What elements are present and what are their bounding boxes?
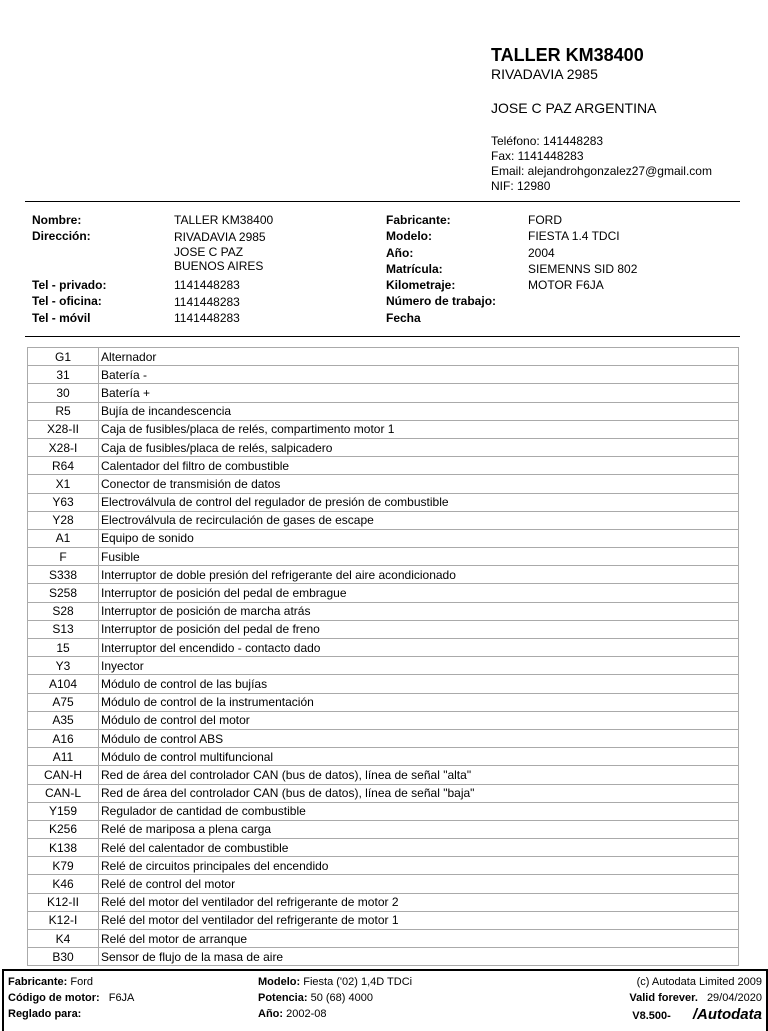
- year-label: Año:: [386, 245, 414, 260]
- components-table-body: [28, 348, 739, 966]
- component-description: Red de área del controlador CAN (bus de datos), línea de señal "alta": [99, 766, 739, 784]
- footer: [2, 969, 768, 1031]
- component-code: Y28: [28, 511, 99, 529]
- table-row: [28, 930, 739, 948]
- table-row: [28, 620, 739, 638]
- component-description: Caja de fusibles/placa de relés, compartimento motor 1: [99, 420, 739, 438]
- component-description: Inyector: [99, 657, 739, 675]
- component-code: 31: [28, 366, 99, 384]
- footer-copyright: (c) Autodata Limited 2009: [636, 976, 762, 988]
- table-row: [28, 675, 739, 693]
- component-code: A16: [28, 729, 99, 747]
- table-row: [28, 784, 739, 802]
- component-description: Relé de circuitos principales del encendido: [99, 857, 739, 875]
- table-row: [28, 438, 739, 456]
- table-row: [28, 657, 739, 675]
- component-code: K4: [28, 930, 99, 948]
- footer-valid: Valid forever.: [629, 992, 698, 1004]
- component-description: Regulador de cantidad de combustible: [99, 802, 739, 820]
- component-description: Módulo de control de la instrumentación: [99, 693, 739, 711]
- component-code: G1: [28, 348, 99, 366]
- component-code: R64: [28, 457, 99, 475]
- component-code: K46: [28, 875, 99, 893]
- table-row: [28, 584, 739, 602]
- component-description: Relé del motor del ventilador del refrigerante de motor 1: [99, 911, 739, 929]
- component-description: Relé de control del motor: [99, 875, 739, 893]
- component-description: Red de área del controlador CAN (bus de datos), línea de señal "baja": [99, 784, 739, 802]
- component-description: Módulo de control del motor: [99, 711, 739, 729]
- component-description: Alternador: [99, 348, 739, 366]
- component-code: X28-II: [28, 420, 99, 438]
- component-description: Calentador del filtro de combustible: [99, 457, 739, 475]
- component-code: K12-I: [28, 911, 99, 929]
- table-row: [28, 802, 739, 820]
- component-description: Equipo de sonido: [99, 529, 739, 547]
- footer-model: Fiesta ('02) 1,4D TDCi: [303, 976, 413, 988]
- workshop-fax: Fax: 1141448283: [491, 149, 584, 163]
- vehicle-year: 2004: [528, 245, 555, 260]
- table-row: [28, 748, 739, 766]
- component-code: A1: [28, 529, 99, 547]
- table-row: [28, 420, 739, 438]
- footer-engine: F6JA: [108, 992, 135, 1004]
- workshop-email: Email: alejandrohgonzalez27@gmail.com: [491, 164, 712, 178]
- workshop-city: JOSE C PAZ ARGENTINA: [491, 100, 657, 116]
- component-description: Batería +: [99, 384, 739, 402]
- component-description: Interruptor del encendido - contacto dado: [99, 639, 739, 657]
- component-description: Conector de transmisión de datos: [99, 475, 739, 493]
- table-row: [28, 548, 739, 566]
- client-name: TALLER KM38400: [174, 213, 274, 227]
- component-code: S258: [28, 584, 99, 602]
- table-row: [28, 457, 739, 475]
- component-code: S28: [28, 602, 99, 620]
- footer-adjust-label: Reglado para:: [8, 1008, 82, 1020]
- km-label: Kilometraje:: [386, 278, 456, 293]
- table-row: [28, 348, 739, 366]
- table-row: [28, 693, 739, 711]
- table-row: [28, 493, 739, 511]
- component-code: F: [28, 548, 99, 566]
- table-row: [28, 857, 739, 875]
- vehicle-km: MOTOR F6JA: [528, 278, 604, 293]
- component-description: Interruptor de posición del pedal de embrague: [99, 584, 739, 602]
- component-code: Y63: [28, 493, 99, 511]
- job-label: Número de trabajo:: [386, 294, 497, 309]
- component-description: Módulo de control de las bujías: [99, 675, 739, 693]
- component-code: S338: [28, 566, 99, 584]
- footer-year: 2002-08: [286, 1008, 327, 1020]
- table-row: [28, 875, 739, 893]
- autodata-logo: /Autodata: [692, 1006, 762, 1023]
- component-description: Bujía de incandescencia: [99, 402, 739, 420]
- address-label: Dirección:: [32, 229, 91, 244]
- component-code: A11: [28, 748, 99, 766]
- info-divider: [25, 336, 740, 337]
- client-address-3: BUENOS AIRES: [174, 259, 264, 274]
- model-label: Modelo:: [386, 229, 432, 244]
- component-description: Fusible: [99, 548, 739, 566]
- footer-maker: Ford: [70, 976, 93, 988]
- table-row: [28, 948, 739, 966]
- component-code: K79: [28, 857, 99, 875]
- footer-version: V8.500-: [632, 1010, 671, 1022]
- table-row: [28, 820, 739, 838]
- component-code: S13: [28, 620, 99, 638]
- footer-power-label: Potencia:: [258, 992, 308, 1004]
- component-code: A35: [28, 711, 99, 729]
- component-code: Y3: [28, 657, 99, 675]
- workshop-phone: Teléfono: 141448283: [491, 134, 604, 148]
- client-tel-private: 1141448283: [174, 278, 240, 293]
- table-row: [28, 384, 739, 402]
- table-row: [28, 766, 739, 784]
- component-code: CAN-H: [28, 766, 99, 784]
- component-description: Batería -: [99, 366, 739, 384]
- footer-power: 50 (68) 4000: [310, 992, 373, 1004]
- component-code: X1: [28, 475, 99, 493]
- component-description: Interruptor de posición del pedal de freno: [99, 620, 739, 638]
- tel-private-label: Tel - privado:: [32, 278, 107, 293]
- client-tel-office: 1141448283: [174, 294, 240, 309]
- table-row: [28, 893, 739, 911]
- table-row: [28, 511, 739, 529]
- component-description: Caja de fusibles/placa de relés, salpicadero: [99, 438, 739, 456]
- plate-label: Matrícula:: [386, 261, 443, 276]
- table-row: [28, 402, 739, 420]
- workshop-nif: NIF: 12980: [491, 179, 551, 193]
- footer-maker-label: Fabricante:: [8, 976, 68, 988]
- table-row: [28, 911, 739, 929]
- table-row: [28, 711, 739, 729]
- component-description: Relé del motor de arranque: [99, 930, 739, 948]
- header-divider: [25, 201, 740, 202]
- tel-office-label: Tel - oficina:: [32, 294, 102, 309]
- table-row: [28, 839, 739, 857]
- component-code: A75: [28, 693, 99, 711]
- component-code: K256: [28, 820, 99, 838]
- vehicle-model: FIESTA 1.4 TDCI: [528, 229, 620, 244]
- component-code: B30: [28, 948, 99, 966]
- maker-label: Fabricante:: [386, 213, 451, 227]
- workshop-address: RIVADAVIA 2985: [491, 66, 598, 82]
- footer-date: 29/04/2020: [706, 992, 762, 1004]
- component-description: Módulo de control ABS: [99, 729, 739, 747]
- workshop-header: [491, 44, 712, 194]
- component-code: K138: [28, 839, 99, 857]
- vehicle-values: [528, 212, 637, 293]
- table-row: [28, 529, 739, 547]
- workshop-contact: [491, 134, 712, 194]
- footer-engine-label: Código de motor:: [8, 992, 100, 1004]
- component-code: CAN-L: [28, 784, 99, 802]
- workshop-title: TALLER KM38400: [491, 45, 644, 65]
- component-code: 15: [28, 639, 99, 657]
- tel-mobile-label: Tel - móvil: [32, 310, 91, 325]
- table-row: [28, 366, 739, 384]
- component-description: Electroválvula de recirculación de gases de escape: [99, 511, 739, 529]
- footer-model-label: Modelo:: [258, 976, 301, 988]
- name-label: Nombre:: [32, 213, 82, 227]
- table-row: [28, 729, 739, 747]
- date-label: Fecha: [386, 310, 421, 325]
- component-description: Electroválvula de control del regulador de presión de combustible: [99, 493, 739, 511]
- component-description: Interruptor de posición de marcha atrás: [99, 602, 739, 620]
- footer-year-label: Año:: [258, 1008, 284, 1020]
- table-row: [28, 475, 739, 493]
- component-code: R5: [28, 402, 99, 420]
- component-code: Y159: [28, 802, 99, 820]
- components-table: [27, 347, 739, 966]
- vehicle-maker: FORD: [528, 213, 562, 227]
- component-description: Relé de mariposa a plena carga: [99, 820, 739, 838]
- component-description: Sensor de flujo de la masa de aire: [99, 948, 739, 966]
- component-code: A104: [28, 675, 99, 693]
- component-code: 30: [28, 384, 99, 402]
- client-labels: [32, 212, 106, 326]
- component-code: X28-I: [28, 438, 99, 456]
- component-description: Interruptor de doble presión del refrigerante del aire acondicionado: [99, 566, 739, 584]
- client-address-2: JOSE C PAZ: [174, 244, 244, 259]
- component-description: Módulo de control multifuncional: [99, 748, 739, 766]
- component-description: Relé del calentador de combustible: [99, 839, 739, 857]
- table-row: [28, 566, 739, 584]
- client-tel-mobile: 1141448283: [174, 310, 240, 325]
- table-row: [28, 639, 739, 657]
- table-row: [28, 602, 739, 620]
- component-code: K12-II: [28, 893, 99, 911]
- client-address-1: RIVADAVIA 2985: [174, 230, 266, 245]
- client-values: [174, 212, 273, 326]
- component-description: Relé del motor del ventilador del refrigerante de motor 2: [99, 893, 739, 911]
- vehicle-labels: [386, 212, 496, 326]
- vehicle-plate: SIEMENNS SID 802: [528, 261, 638, 276]
